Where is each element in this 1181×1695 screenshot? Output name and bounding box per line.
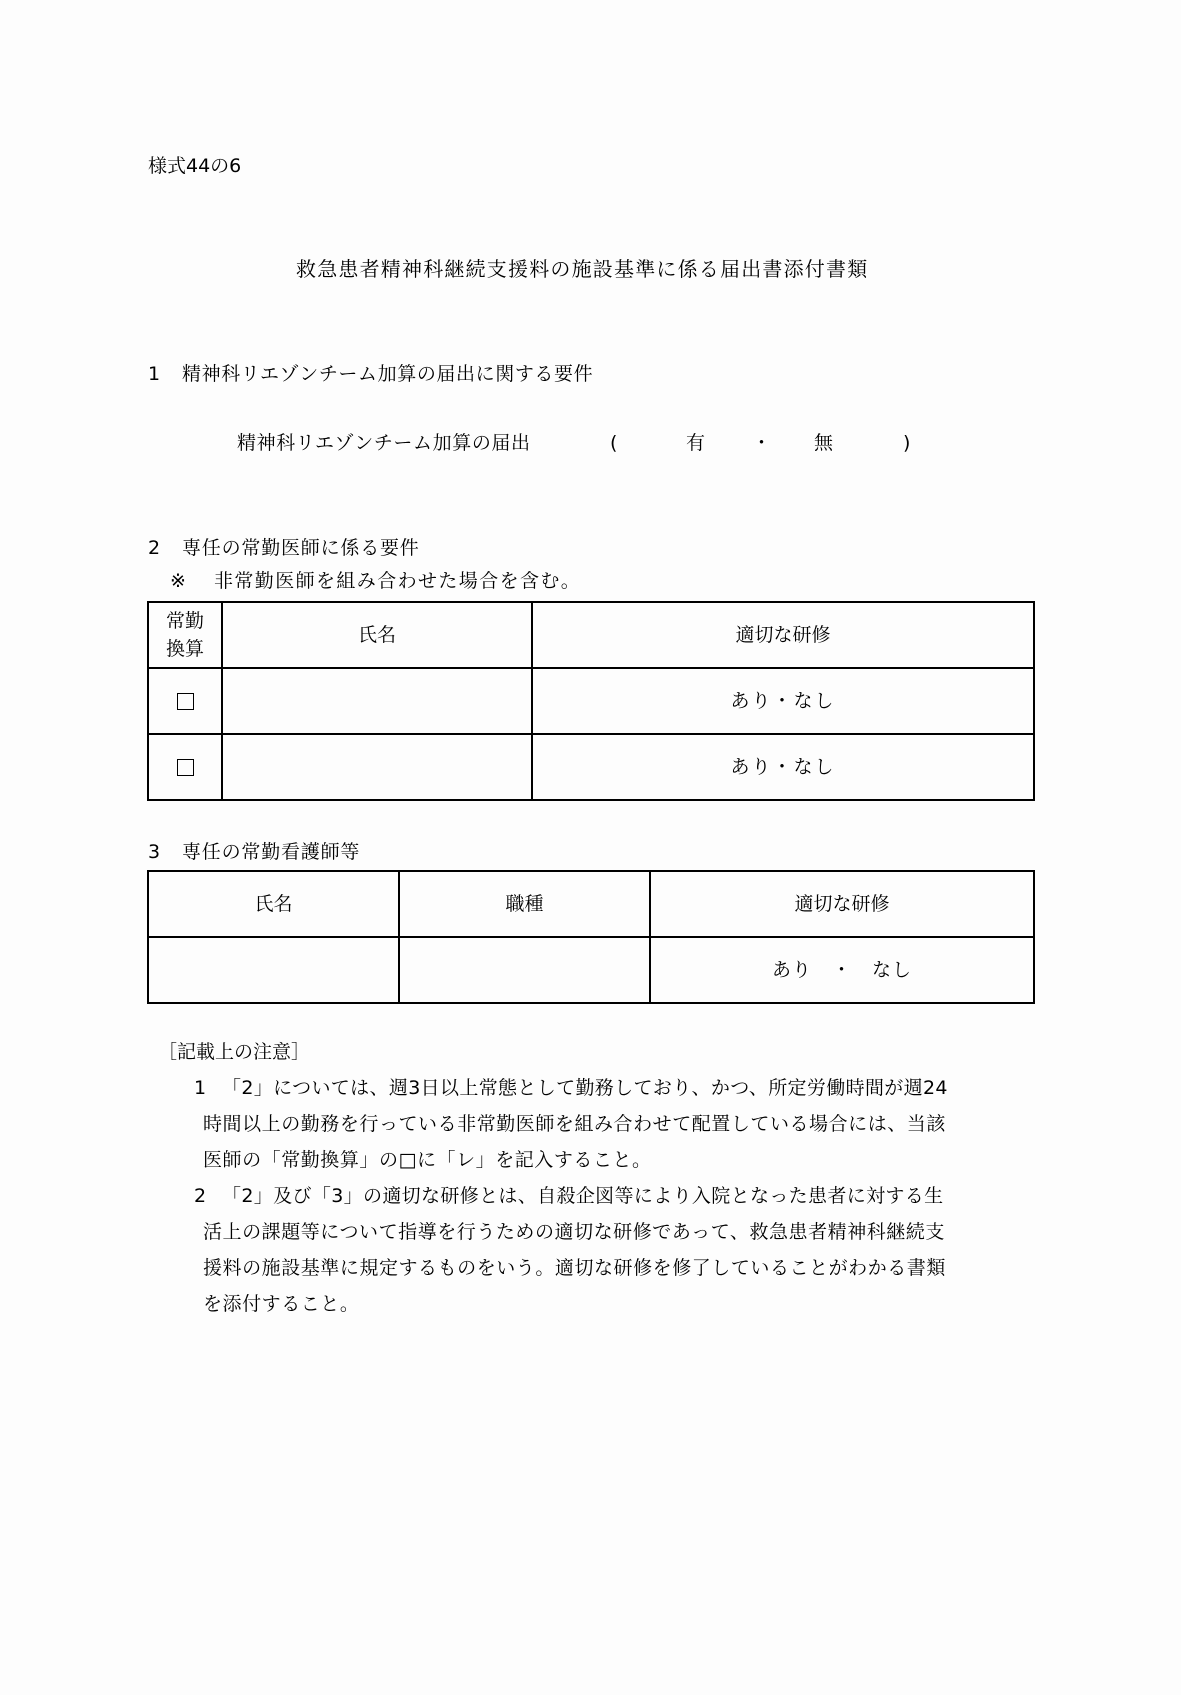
note2-number: 2	[194, 1185, 207, 1207]
note2-line4: を添付すること。	[203, 1293, 360, 1315]
note-mark: ※	[170, 570, 186, 592]
table-row	[148, 734, 1034, 800]
physician-table-header	[148, 602, 1034, 668]
note2-line2: 活上の課題等について指導を行うための適切な研修であって、救急患者精神科継続支	[203, 1221, 945, 1243]
document-title: 救急患者精神科継続支援料の施設基準に係る届出書添付書類	[296, 257, 869, 281]
paren-open: (	[610, 432, 618, 454]
section3-number: 3	[148, 841, 161, 863]
header-training: 適切な研修	[650, 871, 1034, 937]
liaison-team-label: 精神科リエゾンチーム加算の届出	[237, 432, 531, 454]
name-cell[interactable]	[222, 734, 532, 800]
note1-line2: 時間以上の勤務を行っている非常勤医師を組み合わせて配置している場合には、当該	[203, 1113, 946, 1135]
option-separator: ・	[752, 432, 772, 454]
nurse-table-header	[148, 871, 1034, 937]
header-name: 氏名	[222, 602, 532, 668]
training-cell[interactable]: あり・なし	[532, 734, 1034, 800]
physician-table	[147, 601, 1035, 801]
paren-close: )	[903, 432, 911, 454]
training-cell[interactable]: あり ・ なし	[650, 937, 1034, 1003]
training-cell[interactable]: あり・なし	[532, 668, 1034, 734]
section2-number: 2	[148, 537, 161, 559]
header-fte-conversion	[148, 602, 222, 668]
table-row	[148, 937, 1034, 1003]
section1-number: 1	[148, 363, 161, 385]
name-cell[interactable]	[148, 937, 399, 1003]
note1-line1: 「2」については、週3日以上常態として勤務しており、かつ、所定労働時間が週24	[222, 1077, 948, 1099]
section2-note: 非常勤医師を組み合わせた場合を含む。	[214, 570, 582, 592]
note2-line1: 「2」及び「3」の適切な研修とは、自殺企図等により入院となった患者に対する生	[222, 1185, 944, 1207]
header-name: 氏名	[148, 871, 399, 937]
notes-heading: ［記載上の注意］	[158, 1041, 311, 1063]
note1-number: 1	[194, 1077, 207, 1099]
fte-checkbox-cell[interactable]	[148, 734, 222, 800]
nurse-table	[147, 870, 1035, 1004]
table-row	[148, 668, 1034, 734]
section2-heading: 専任の常勤医師に係る要件	[182, 537, 420, 559]
header-fte-line1: 常勤	[165, 610, 204, 632]
section1-heading: 精神科リエゾンチーム加算の届出に関する要件	[182, 363, 594, 385]
header-occupation: 職種	[399, 871, 650, 937]
form-number: 様式44の6	[148, 155, 242, 177]
occupation-cell[interactable]	[399, 937, 650, 1003]
fte-checkbox[interactable]	[177, 759, 194, 776]
name-cell[interactable]	[222, 668, 532, 734]
option-yes[interactable]: 有	[686, 432, 706, 454]
option-no[interactable]: 無	[814, 432, 834, 454]
fte-checkbox[interactable]	[177, 693, 194, 710]
note2-line3: 援料の施設基準に規定するものをいう。適切な研修を修了していることがわかる書類	[203, 1257, 946, 1279]
fte-checkbox-cell[interactable]	[148, 668, 222, 734]
header-training: 適切な研修	[532, 602, 1034, 668]
note1-line3: 医師の「常勤換算」の□に「レ」を記入すること。	[203, 1149, 652, 1171]
header-fte-line2: 換算	[165, 638, 204, 660]
section3-heading: 専任の常勤看護師等	[182, 841, 361, 863]
